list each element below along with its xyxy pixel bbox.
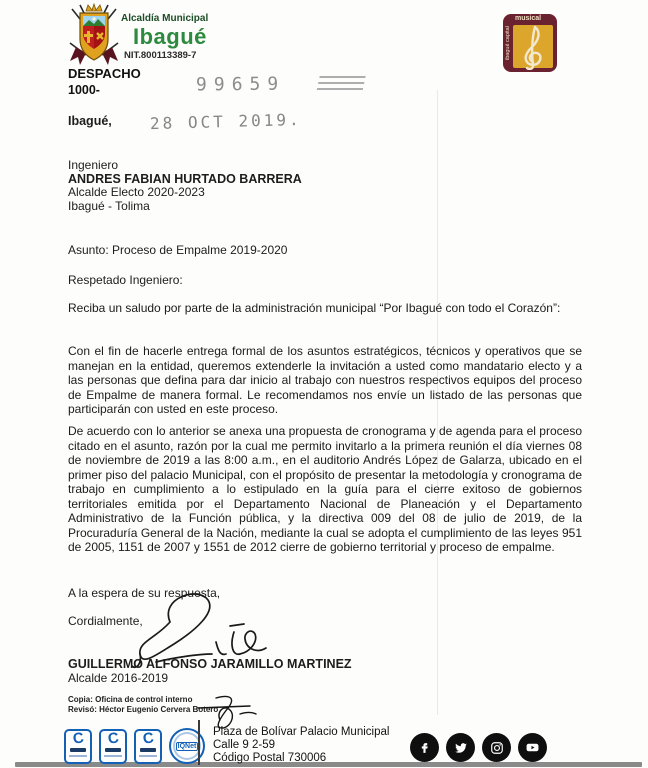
facebook-icon bbox=[410, 733, 439, 762]
radicado-number-stamp: 99659 bbox=[195, 73, 286, 96]
icontec-certification-badge bbox=[64, 729, 92, 764]
footer-address bbox=[213, 726, 389, 766]
twitter-icon bbox=[446, 733, 475, 762]
musical-logo-side-word: ibagué capital bbox=[505, 26, 511, 60]
treble-clef-icon bbox=[517, 24, 551, 70]
address-line-1: Plaza de Bolívar Palacio Municipal bbox=[213, 726, 390, 738]
closing-wait-line: A la espera de su respuesta, bbox=[68, 586, 221, 600]
certification-badges bbox=[64, 729, 205, 764]
instagram-icon bbox=[482, 733, 511, 762]
office-label: DESPACHO bbox=[68, 66, 141, 81]
social-icons-row bbox=[410, 733, 547, 762]
ibague-capital-musical-logo bbox=[503, 14, 557, 72]
org-name-line: Alcaldía Municipal bbox=[121, 13, 209, 24]
recipient-location: Ibagué - Tolima bbox=[68, 198, 150, 213]
address-line-2: Calle 9 2-59 bbox=[213, 739, 276, 752]
footer-divider bbox=[198, 720, 200, 765]
org-city-name: Ibagué bbox=[133, 24, 207, 49]
recipient-role: Alcalde Electo 2020-2023 bbox=[68, 185, 205, 200]
icontec-c-icon: C bbox=[106, 729, 120, 748]
icontec-c-icon: C bbox=[141, 729, 155, 748]
signer-name: GUILLERMO ALFONSO JARAMILLO MARTINEZ bbox=[68, 657, 352, 671]
review-note: Revisó: Héctor Eugenio Cervera Botero bbox=[68, 705, 219, 714]
paragraph-body-1: Con el fin de hacerle entrega formal de los asuntos estratégicos, técnicos y operativos que se manejan en la entidad, queremos extenderle la invitación a usted como mandatario electo y a las personas que defina para dar inicio al trabajo con nuestros respectivos equipos del proceso de Empalme de manera formal. Le recomendamos nos envíe un listado de las personas que participarán con usted en este proceso. bbox=[68, 344, 582, 416]
subject-line: Asunto: Proceso de Empalme 2019-2020 bbox=[68, 243, 288, 257]
office-code: 1000- bbox=[68, 83, 100, 97]
paragraph-body-2: De acuerdo con lo anterior se anexa una propuesta de cronograma y de agenda para el proceso citado en el asunto, razón por la cual me permito invitarlo a la primera reunión el día viernes 08 de noviembre de 2019 a las 8:00 a.m., en el auditorio Andrés López de Galarza, ubicado en el primer piso del palacio Municipal, con el propósito de presentar la metodología y cronograma de trabajo en cumplimiento a lo estipulado en la guía para el cierre exitoso de gobiernos territoriales emitida por el Departamento Nacional de Planeación y el Departamento Administrativo de la Función pública, y la directiva 009 del 08 de julio de 2019, de la Procuraduría General de la Nación, mediante la cual se adopta el cumplimiento de las leyes 951 de 2005, 1151 de 2007 y 1551 de 2012 cierre de gobierno territorial y proceso de empalme. bbox=[68, 424, 582, 554]
recipient-block bbox=[68, 159, 302, 213]
icontec-c-icon: C bbox=[71, 729, 85, 748]
scan-fold-line bbox=[437, 90, 438, 715]
recipient-title: Ingeniero bbox=[68, 158, 119, 172]
icontec-certification-badge bbox=[134, 729, 162, 764]
copy-note: Copia: Oficina de control interno bbox=[68, 695, 193, 704]
signer-role: Alcalde 2016-2019 bbox=[68, 671, 169, 685]
salutation: Respetado Ingeniero: bbox=[68, 273, 183, 287]
letter-place: Ibagué, bbox=[68, 114, 112, 128]
address-line-3: Código Postal 730006 bbox=[213, 752, 327, 765]
paragraph-greeting: Reciba un saludo por parte de la administración municipal “Por Ibagué con todo el Corazón”: bbox=[68, 301, 561, 315]
stamp-smudge bbox=[316, 76, 365, 92]
date-stamp: 28 OCT 2019. bbox=[149, 109, 302, 134]
icontec-certification-badge bbox=[99, 729, 127, 764]
closing-line: Cordialmente, bbox=[68, 614, 143, 628]
ibague-coat-of-arms bbox=[66, 3, 122, 67]
musical-logo-word: musical bbox=[515, 15, 542, 22]
iqnet-label: IQNet bbox=[177, 742, 197, 750]
youtube-icon bbox=[518, 733, 547, 762]
org-nit: NIT.800113389-7 bbox=[124, 50, 197, 61]
recipient-name: ANDRES FABIAN HURTADO BARRERA bbox=[68, 171, 302, 186]
